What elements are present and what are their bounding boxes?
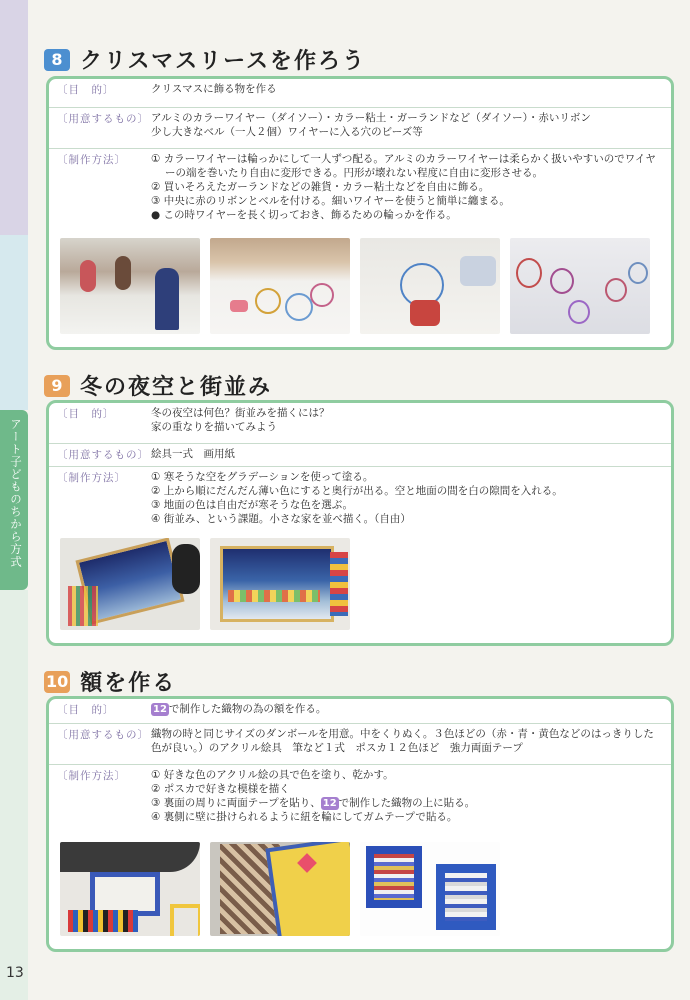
method-steps	[145, 765, 671, 827]
method-step: ④ 街並み、という課題。小さな家を並べ描く。（自由）	[151, 513, 411, 525]
method-step	[151, 796, 663, 810]
purpose-text: クリスマスに飾る物を作る	[151, 83, 277, 95]
section-8-photos	[60, 238, 650, 334]
method-step: ③ 中央に赤のリボンとベルを付ける。細いワイヤーを使うと簡単に纏まる。	[151, 195, 510, 207]
method-step: ④ 裏側に壁に掛けられるように紐を輪にしてガムテープで貼る。	[151, 811, 458, 823]
method-row	[49, 765, 671, 827]
method-step: ● この時ワイヤーを長く切っておき、飾るための輪っかを作る。	[151, 209, 457, 221]
section-8-number: 8	[44, 49, 70, 71]
method-step: ② 上から順にだんだん薄い色にすると奥行が出る。空と地面の間を白の隙間を入れる。	[151, 485, 563, 497]
method-label: 〔制作方法〕	[57, 770, 126, 782]
section-10-number: 10	[46, 671, 69, 691]
photo-painting-night-sky	[60, 538, 200, 630]
purpose-label: 〔目 的〕	[57, 704, 115, 716]
method-steps	[145, 149, 671, 225]
materials-row	[49, 444, 671, 467]
section-9-title: 冬の夜空と街並み	[80, 375, 273, 400]
section-8-title: クリスマスリースを作ろう	[80, 49, 367, 74]
method-step: ① カラーワイヤーは輪っかにして一人ずつ配る。アルミのカラーワイヤーは柔らかく扱いやすいのでワイヤーの端を巻いたり自由に変形できる。円形が壊れない程度に自由に変形させる。	[151, 153, 656, 179]
purpose-line: 家の重なりを描いてみよう	[151, 421, 277, 433]
materials-text	[145, 108, 671, 148]
section-8-header	[44, 44, 366, 75]
section-9-header	[44, 370, 272, 401]
section-9-number: 9	[44, 375, 70, 397]
purpose-label: 〔目 的〕	[57, 84, 115, 96]
purpose-line: で制作した織物の為の額を作る。	[168, 703, 327, 715]
side-strip-middle	[0, 235, 28, 410]
section-10-header	[44, 666, 176, 697]
method-label: 〔制作方法〕	[57, 154, 126, 166]
purpose-row	[49, 403, 671, 444]
purpose-line: 冬の夜空は何色？街並みを描くには？	[151, 407, 330, 419]
purpose-text	[145, 699, 671, 723]
materials-label: 〔用意するもの〕	[57, 729, 149, 741]
section-10-photos	[60, 842, 500, 936]
purpose-text	[145, 403, 671, 443]
side-strip-top	[0, 0, 28, 235]
photo-finished-frames	[360, 842, 500, 936]
reference-badge: 12	[153, 704, 167, 715]
method-step: ② 買いそろえたガーランドなどの雑貨・カラー粘土などを自由に飾る。	[151, 181, 490, 193]
photo-painting-frames	[60, 842, 200, 936]
photo-frame-with-weaving	[210, 842, 350, 936]
photo-town-painting	[210, 538, 350, 630]
materials-row	[49, 724, 671, 765]
materials-label: 〔用意するもの〕	[57, 113, 149, 125]
side-strip-bottom	[0, 590, 28, 1000]
method-row	[49, 149, 671, 225]
materials-text: 織物の時と同じサイズのダンボールを用意。中をくりぬく。３色ほどの（赤・青・黄色などのはっきりした色が良い。）のアクリル絵具 筆など１式 ポスカ１２色ほど 強力両面テープ	[151, 728, 654, 754]
method-step: ① 好きな色のアクリル絵の具で色を塗り、乾かす。	[151, 769, 394, 781]
step-text: ③ 裏面の周りに両面テープを貼り、	[151, 797, 321, 809]
materials-line: 少し大きなベル（一人２個）ワイヤーに入る穴のビーズ等	[151, 126, 423, 138]
photo-wreaths-on-wall	[510, 238, 650, 334]
section-9-photos	[60, 538, 350, 630]
materials-label: 〔用意するもの〕	[57, 449, 149, 461]
purpose-label: 〔目 的〕	[57, 408, 115, 420]
method-steps	[145, 467, 671, 529]
method-row	[49, 467, 671, 529]
materials-row	[49, 108, 671, 149]
photo-decorating-wreath	[360, 238, 500, 334]
purpose-row	[49, 79, 671, 108]
method-step: ① 寒そうな空をグラデーションを使って塗る。	[151, 471, 374, 483]
purpose-row	[49, 699, 671, 724]
materials-text: 絵具一式 画用紙	[151, 448, 235, 460]
page-number: 13	[6, 965, 24, 981]
method-step: ② ポスカで好きな模様を描く	[151, 783, 290, 795]
photo-wire-rings-on-table	[210, 238, 350, 334]
method-step: ③ 地面の色は自由だが寒そうな色を選ぶ。	[151, 499, 353, 511]
side-tab-label: アート子どものちから方式	[9, 418, 23, 568]
section-10-title: 額を作る	[80, 671, 177, 696]
photo-children-working	[60, 238, 200, 334]
materials-line: アルミのカラーワイヤー（ダイソー）・カラー粘土・ガーランドなど（ダイソー）・赤いリボン	[151, 112, 591, 124]
method-label: 〔制作方法〕	[57, 472, 126, 484]
reference-badge: 12	[322, 798, 337, 809]
step-text: で制作した織物の上に貼る。	[338, 797, 476, 809]
